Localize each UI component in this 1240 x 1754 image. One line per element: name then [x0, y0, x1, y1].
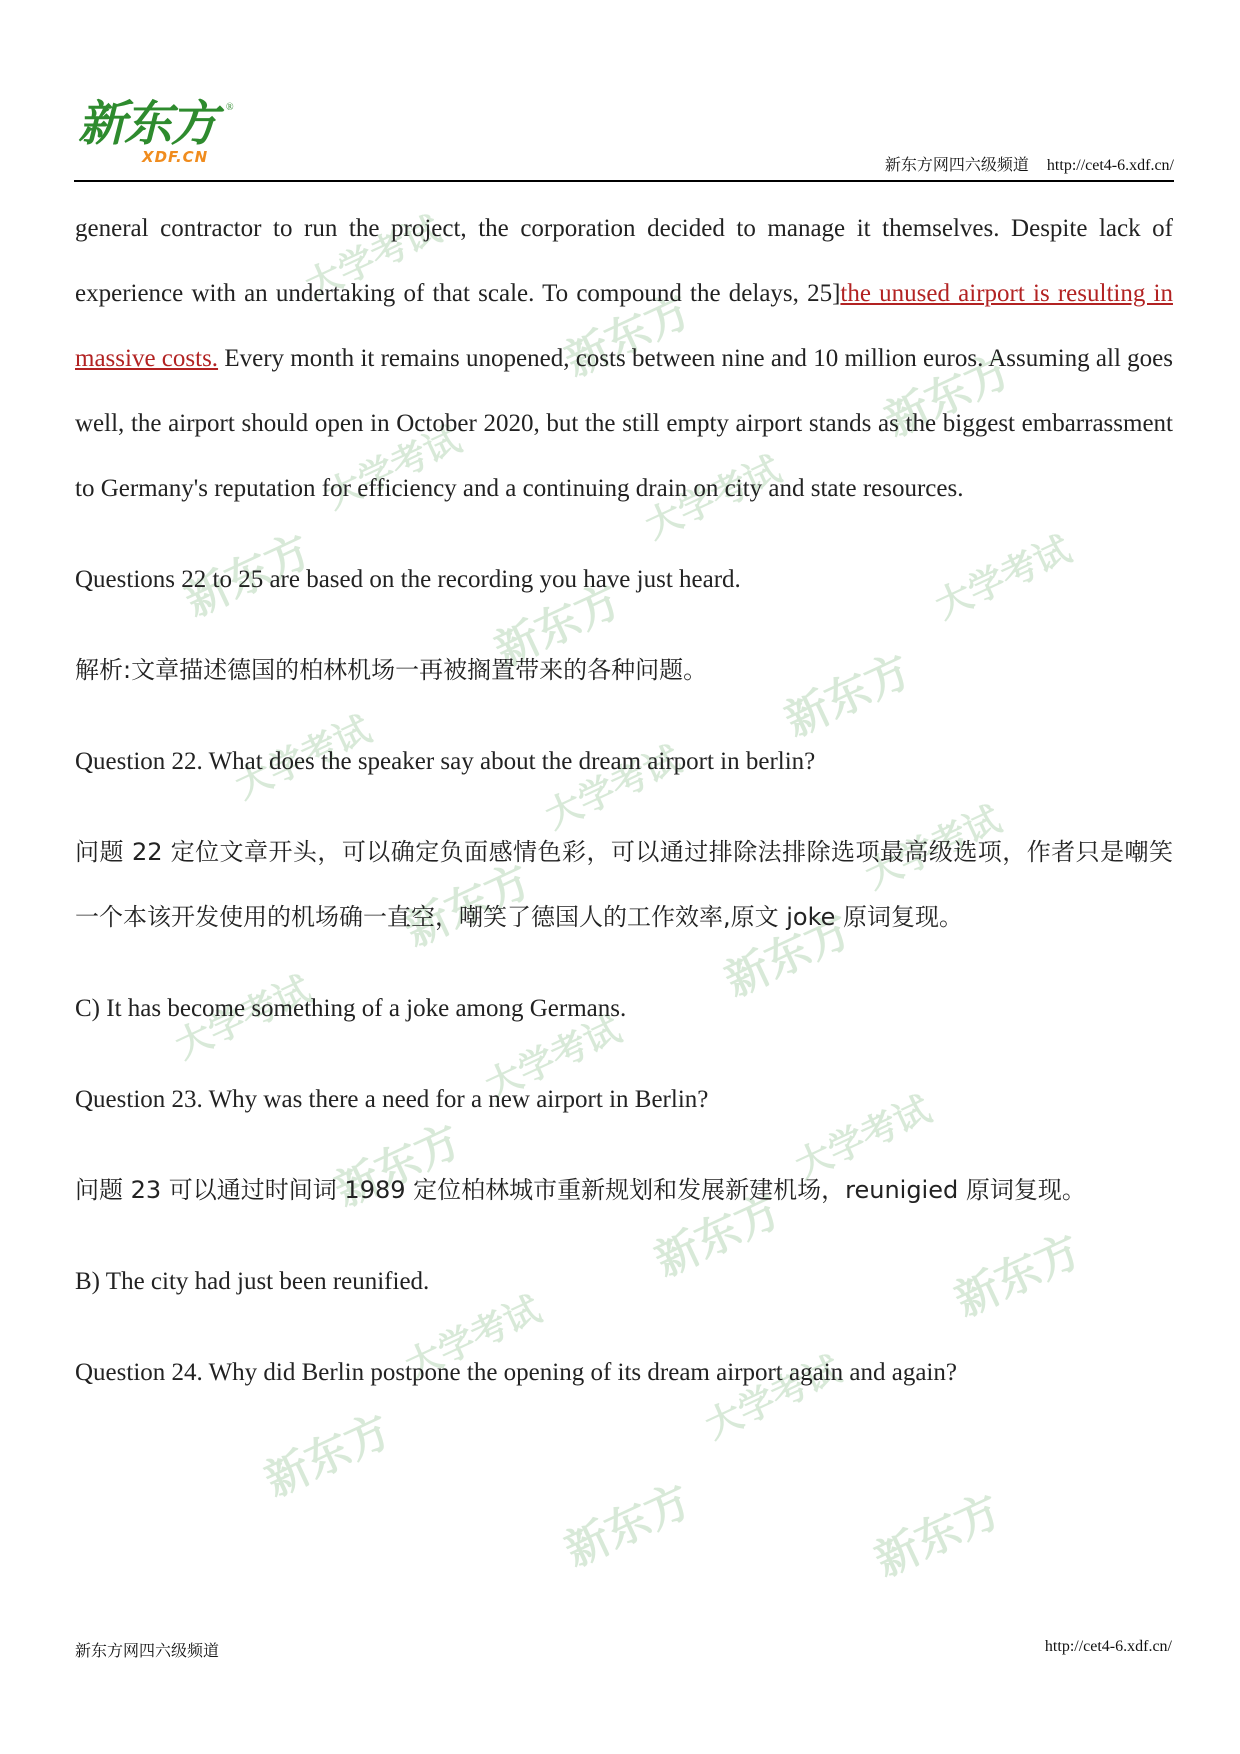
watermark-brand: 新东方: [327, 1115, 469, 1218]
registered-mark: ®: [226, 102, 234, 113]
xdf-logo: [78, 96, 238, 176]
watermark-brand: 新东方: [557, 285, 699, 388]
watermark-exam: 大学考试: [399, 1289, 548, 1388]
logo-main-text: 新东方: [78, 96, 217, 152]
footer-url[interactable]: http://cet4-6.xdf.cn/: [1044, 1638, 1172, 1655]
header-divider: [74, 180, 1174, 182]
question-23-answer: B) The city had just been reunified.: [75, 1268, 430, 1295]
watermark-brand: 新东方: [257, 1405, 399, 1508]
watermark-brand: 新东方: [397, 855, 539, 958]
question-22-note: 问题 22 定位文章开头，可以确定负面感情色彩，可以通过排除法排除选项最高级选项，作者只是嘲笑一个本该开发使用的机场确一直空，嘲笑了德国人的工作效率,原文 joke 原词复现。: [75, 838, 1173, 931]
watermark-exam: 大学考试: [789, 1089, 938, 1188]
header-channel: 新东方网四六级频道: [884, 155, 1029, 174]
question-24: Question 24. Why did Berlin postpone the opening of its dream airport again and again?: [75, 1359, 957, 1386]
watermark-brand: 新东方: [877, 345, 1019, 448]
watermark-exam: 大学考试: [699, 1349, 848, 1448]
watermark-brand: 新东方: [647, 1185, 789, 1288]
question-23-note: 问题 23 可以通过时间词 1989 定位柏林城市重新规划和发展新建机场，reunigied 原词复现。: [75, 1176, 1086, 1204]
watermark-brand: 新东方: [557, 1475, 699, 1578]
watermark-exam: 大学考试: [229, 709, 378, 808]
document-body: [75, 196, 1173, 1405]
page-header: [74, 96, 1174, 180]
question-23: Question 23. Why was there a need for a new airport in Berlin?: [75, 1086, 709, 1113]
highlighted-answer-25: the unused airport is resulting in massive costs.: [75, 280, 1173, 372]
question-22-answer: C) It has become something of a joke among Germans.: [75, 995, 627, 1022]
watermark-exam: 大学考试: [319, 419, 468, 518]
watermark-exam: 大学考试: [479, 1009, 628, 1108]
watermark-brand: 新东方: [717, 905, 859, 1008]
questions-intro: Questions 22 to 25 are based on the recording you have just heard.: [75, 566, 741, 593]
watermark-exam: 大学考试: [929, 529, 1078, 628]
watermark-brand: 新东方: [867, 1485, 1009, 1588]
watermark-exam: 大学考试: [169, 969, 318, 1068]
passage-paragraph: [75, 196, 1173, 521]
watermark-exam: 大学考试: [539, 739, 688, 838]
watermark-exam: 大学考试: [639, 449, 788, 548]
passage-text-a: general contractor to run the project, the corporation decided to manage it themselves. Despite lack of experience with an undertaking of that scale. To compound the delays, 25]: [75, 215, 1173, 307]
analysis-text: 解析:文章描述德国的柏林机场一再被搁置带来的各种问题。: [75, 656, 708, 684]
footer-channel: 新东方网四六级频道: [75, 1641, 220, 1660]
watermark-exam: 大学考试: [859, 799, 1008, 898]
header-url[interactable]: http://cet4-6.xdf.cn/: [1046, 157, 1174, 174]
passage-text-b: Every month it remains unopened, costs between nine and 10 million euros. Assuming all goes well, the airport should open in October 2020, but the still empty airport stands as the biggest embarrassment to Germany's reputation for efficiency and a continuing drain on city and state resources.: [75, 345, 1173, 502]
header-info: [885, 152, 1174, 175]
question-22: Question 22. What does the speaker say about the dream airport in berlin?: [75, 748, 816, 775]
watermark-brand: 新东方: [177, 525, 319, 628]
watermark-brand: 新东方: [947, 1225, 1089, 1328]
watermark-exam: 大学考试: [299, 209, 448, 308]
logo-sub-text: XDF.CN: [142, 148, 209, 166]
watermark-brand: 新东方: [777, 645, 919, 748]
watermark-brand: 新东方: [487, 575, 629, 678]
